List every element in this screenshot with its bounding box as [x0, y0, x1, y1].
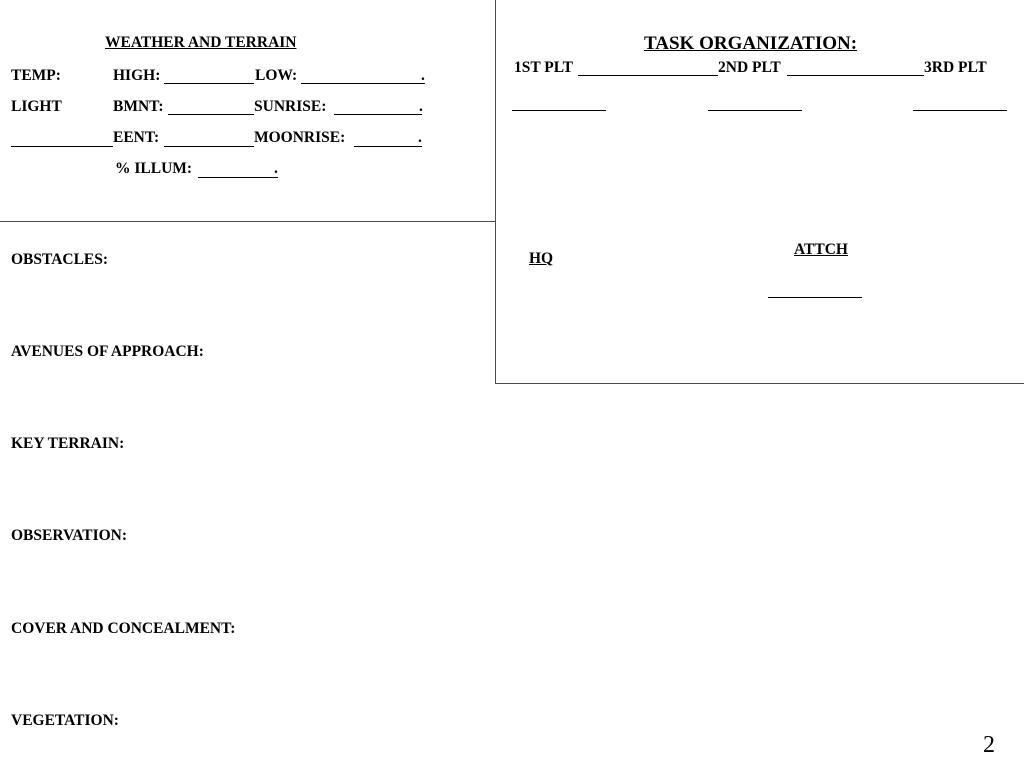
- high-label: HIGH:: [113, 67, 161, 84]
- low-period: .: [421, 67, 425, 84]
- plt3-label: 3RD PLT: [924, 59, 987, 76]
- attch-label: ATTCH: [794, 241, 848, 258]
- eent-label: EENT:: [113, 129, 160, 146]
- page-number: 2: [983, 732, 995, 758]
- high-blank[interactable]: [164, 83, 254, 84]
- sunrise-period: .: [419, 98, 423, 115]
- sunrise-label: SUNRISE:: [254, 98, 327, 115]
- plt1-blank[interactable]: [512, 110, 606, 111]
- avenues-of-approach-label: AVENUES OF APPROACH:: [11, 343, 204, 360]
- moonrise-blank[interactable]: [354, 146, 422, 147]
- obstacles-label: OBSTACLES:: [11, 251, 109, 268]
- plt2-label: 2ND PLT: [718, 59, 781, 76]
- low-label: LOW:: [255, 67, 298, 84]
- illum-blank[interactable]: [198, 177, 278, 178]
- weather-terrain-title: WEATHER AND TERRAIN: [105, 34, 297, 51]
- light-blank[interactable]: [11, 146, 113, 147]
- illum-period: .: [274, 160, 278, 177]
- hq-label: HQ: [529, 250, 554, 267]
- low-blank[interactable]: [301, 83, 425, 84]
- eent-blank[interactable]: [164, 146, 254, 147]
- sunrise-blank[interactable]: [334, 114, 422, 115]
- plt-header-underline-2: [787, 75, 924, 76]
- plt3-blank[interactable]: [913, 110, 1007, 111]
- temp-label: TEMP:: [11, 67, 61, 84]
- cover-and-concealment-label: COVER AND CONCEALMENT:: [11, 620, 236, 637]
- observation-label: OBSERVATION:: [11, 527, 128, 544]
- moonrise-label: MOONRISE:: [254, 129, 346, 146]
- bmnt-label: BMNT:: [113, 98, 164, 115]
- illum-label: % ILLUM:: [115, 160, 193, 177]
- plt2-blank[interactable]: [708, 110, 802, 111]
- vegetation-label: VEGETATION:: [11, 712, 119, 729]
- attch-blank[interactable]: [768, 297, 862, 298]
- light-label: LIGHT: [11, 98, 62, 115]
- task-organization-title: TASK ORGANIZATION:: [644, 33, 858, 54]
- key-terrain-label: KEY TERRAIN:: [11, 435, 125, 452]
- task-organization-panel: [495, 0, 1024, 384]
- bmnt-blank[interactable]: [168, 114, 254, 115]
- plt-header-underline-1: [578, 75, 718, 76]
- plt1-label: 1ST PLT: [514, 59, 574, 76]
- moonrise-period: .: [418, 129, 422, 146]
